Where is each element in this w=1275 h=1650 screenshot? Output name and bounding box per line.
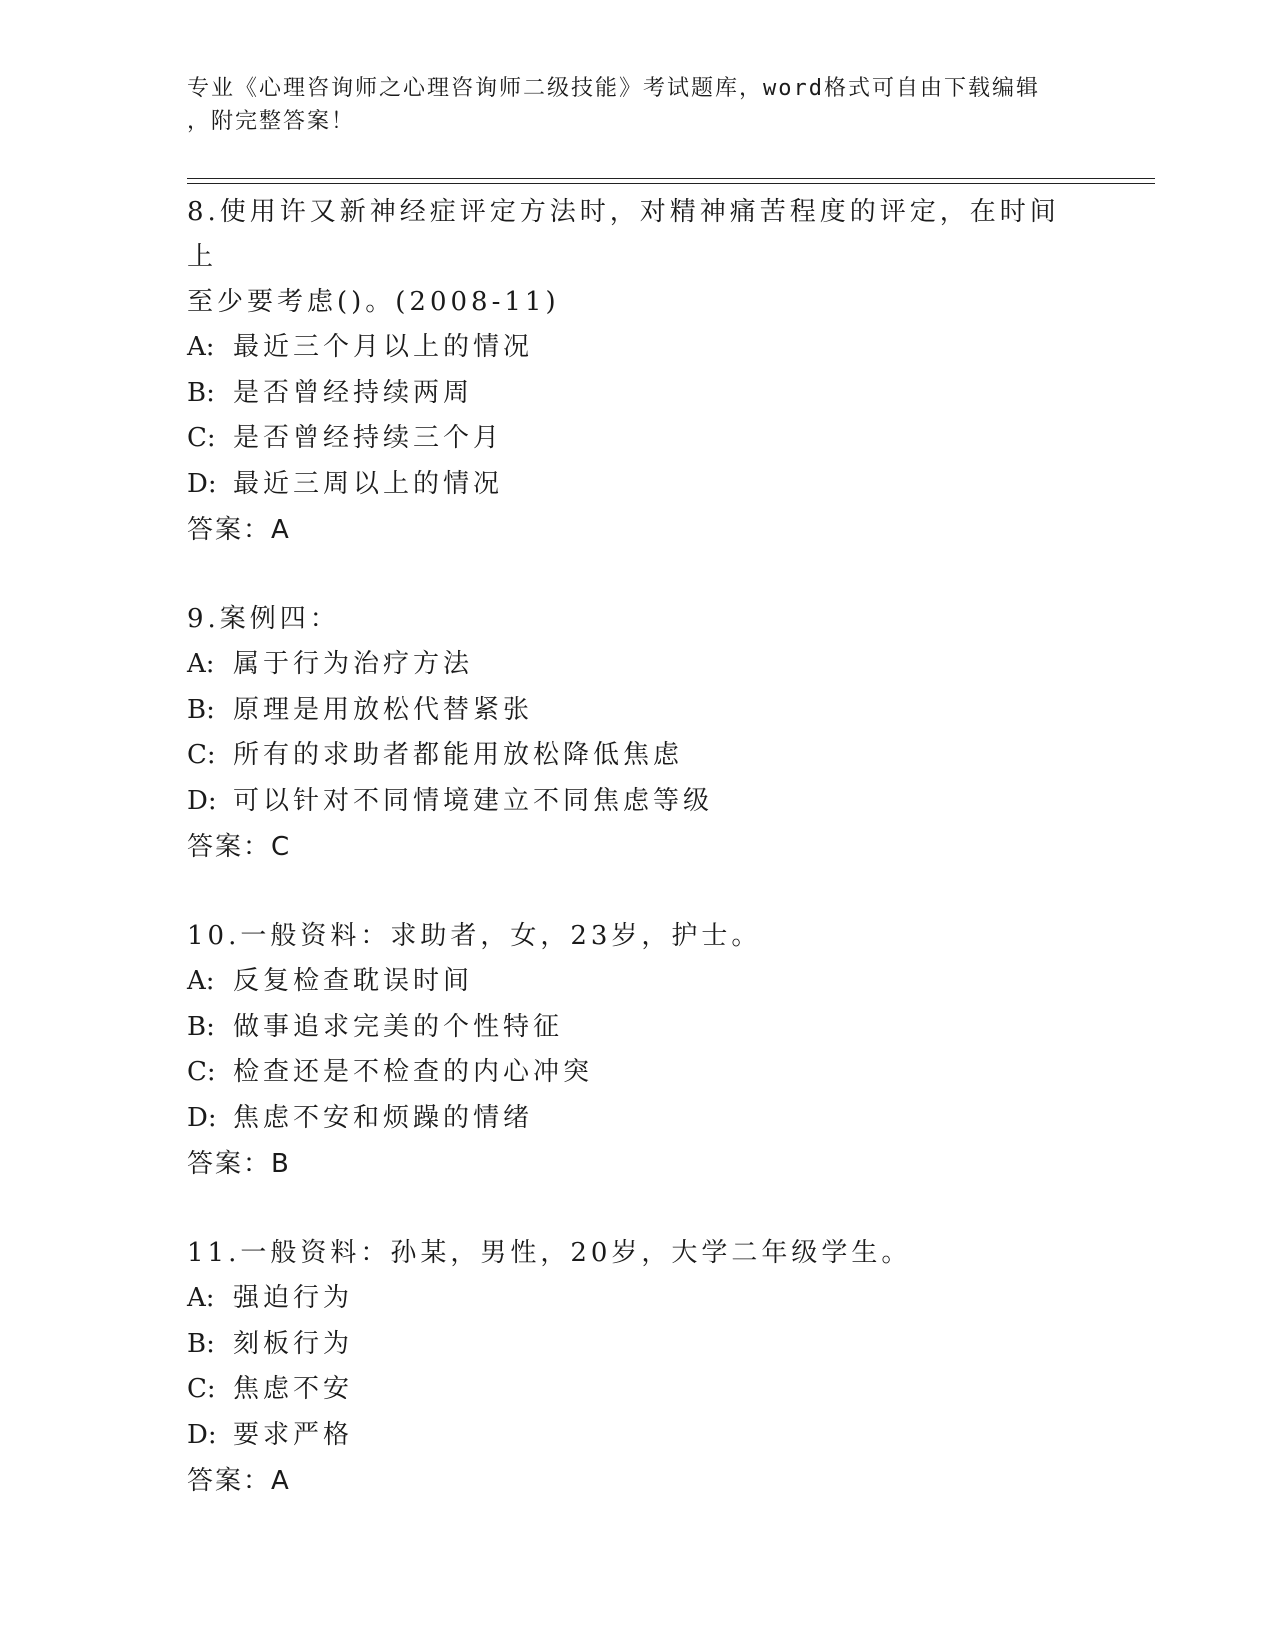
answer: 答案：A — [187, 1466, 291, 1496]
option-text: 反复检查耽误时间 — [233, 966, 474, 996]
option-b — [187, 1322, 1087, 1368]
option-d — [187, 462, 1087, 508]
option-c — [187, 1367, 1087, 1413]
option-a — [187, 642, 1087, 688]
option-c — [187, 416, 1087, 462]
option-b — [187, 371, 1087, 417]
option-letter: C: — [187, 740, 216, 770]
question-8 — [187, 190, 1087, 553]
option-c — [187, 1050, 1087, 1096]
header-line-1: 专业《心理咨询师之心理咨询师二级技能》考试题库，word格式可自由下载编辑 — [187, 76, 1040, 101]
option-d — [187, 1413, 1087, 1459]
header-divider-top — [187, 178, 1155, 179]
option-text: 做事追求完美的个性特征 — [233, 1011, 564, 1042]
option-a — [187, 959, 1087, 1005]
option-text: 最近三个月以上的情况 — [233, 332, 534, 362]
option-letter: D: — [187, 1419, 217, 1450]
page-header — [187, 72, 1087, 138]
option-text: 原理是用放松代替紧张 — [233, 694, 534, 725]
option-text: 焦虑不安 — [233, 1374, 354, 1404]
option-text: 焦虑不安和烦躁的情绪 — [233, 1102, 534, 1133]
question-text: 10.一般资料：求助者，女，23岁，护士。 — [187, 921, 762, 951]
option-text: 最近三周以上的情况 — [233, 468, 504, 499]
option-text: 检查还是不检查的内心冲突 — [233, 1057, 594, 1087]
option-d — [187, 1096, 1087, 1142]
option-letter: B: — [187, 694, 215, 725]
option-letter: C: — [187, 1374, 216, 1404]
option-text: 刻板行为 — [233, 1328, 354, 1359]
option-letter: A: — [187, 966, 215, 996]
question-text: 11.一般资料：孙某，男性，20岁，大学二年级学生。 — [187, 1238, 912, 1268]
option-a — [187, 325, 1087, 371]
option-letter: B: — [187, 1328, 215, 1359]
option-b — [187, 1005, 1087, 1051]
answer: 答案：A — [187, 515, 291, 545]
option-letter: D: — [187, 1102, 217, 1133]
answer: 答案：B — [187, 1149, 291, 1179]
option-letter: B: — [187, 1011, 215, 1042]
option-letter: D: — [187, 468, 217, 499]
question-9 — [187, 597, 1087, 870]
answer: 答案：C — [187, 832, 292, 862]
option-letter: C: — [187, 423, 216, 453]
header-divider-bottom — [187, 183, 1155, 184]
option-letter: D: — [187, 785, 217, 816]
option-d — [187, 779, 1087, 825]
question-text-continued: 至少要考虑()。(2008-11) — [187, 287, 560, 317]
option-text: 是否曾经持续两周 — [233, 377, 474, 408]
option-c — [187, 733, 1087, 779]
question-text: 9.案例四： — [187, 604, 340, 634]
option-text: 所有的求助者都能用放松降低焦虑 — [233, 740, 684, 770]
option-text: 可以针对不同情境建立不同焦虑等级 — [233, 785, 714, 816]
option-letter: A: — [187, 1283, 215, 1313]
option-text: 强迫行为 — [233, 1283, 354, 1313]
header-line-2: ，附完整答案！ — [187, 109, 356, 134]
option-b — [187, 688, 1087, 734]
option-text: 属于行为治疗方法 — [233, 649, 474, 679]
option-a — [187, 1276, 1087, 1322]
question-list — [187, 190, 1087, 1548]
option-letter: C: — [187, 1057, 216, 1087]
question-10 — [187, 914, 1087, 1187]
option-text: 要求严格 — [233, 1419, 354, 1450]
option-letter: A: — [187, 332, 215, 362]
option-text: 是否曾经持续三个月 — [233, 423, 504, 453]
option-letter: A: — [187, 649, 215, 679]
question-text: 8.使用许又新神经症评定方法时，对精神痛苦程度的评定，在时间上 — [187, 197, 1060, 272]
question-11 — [187, 1231, 1087, 1504]
option-letter: B: — [187, 377, 215, 408]
